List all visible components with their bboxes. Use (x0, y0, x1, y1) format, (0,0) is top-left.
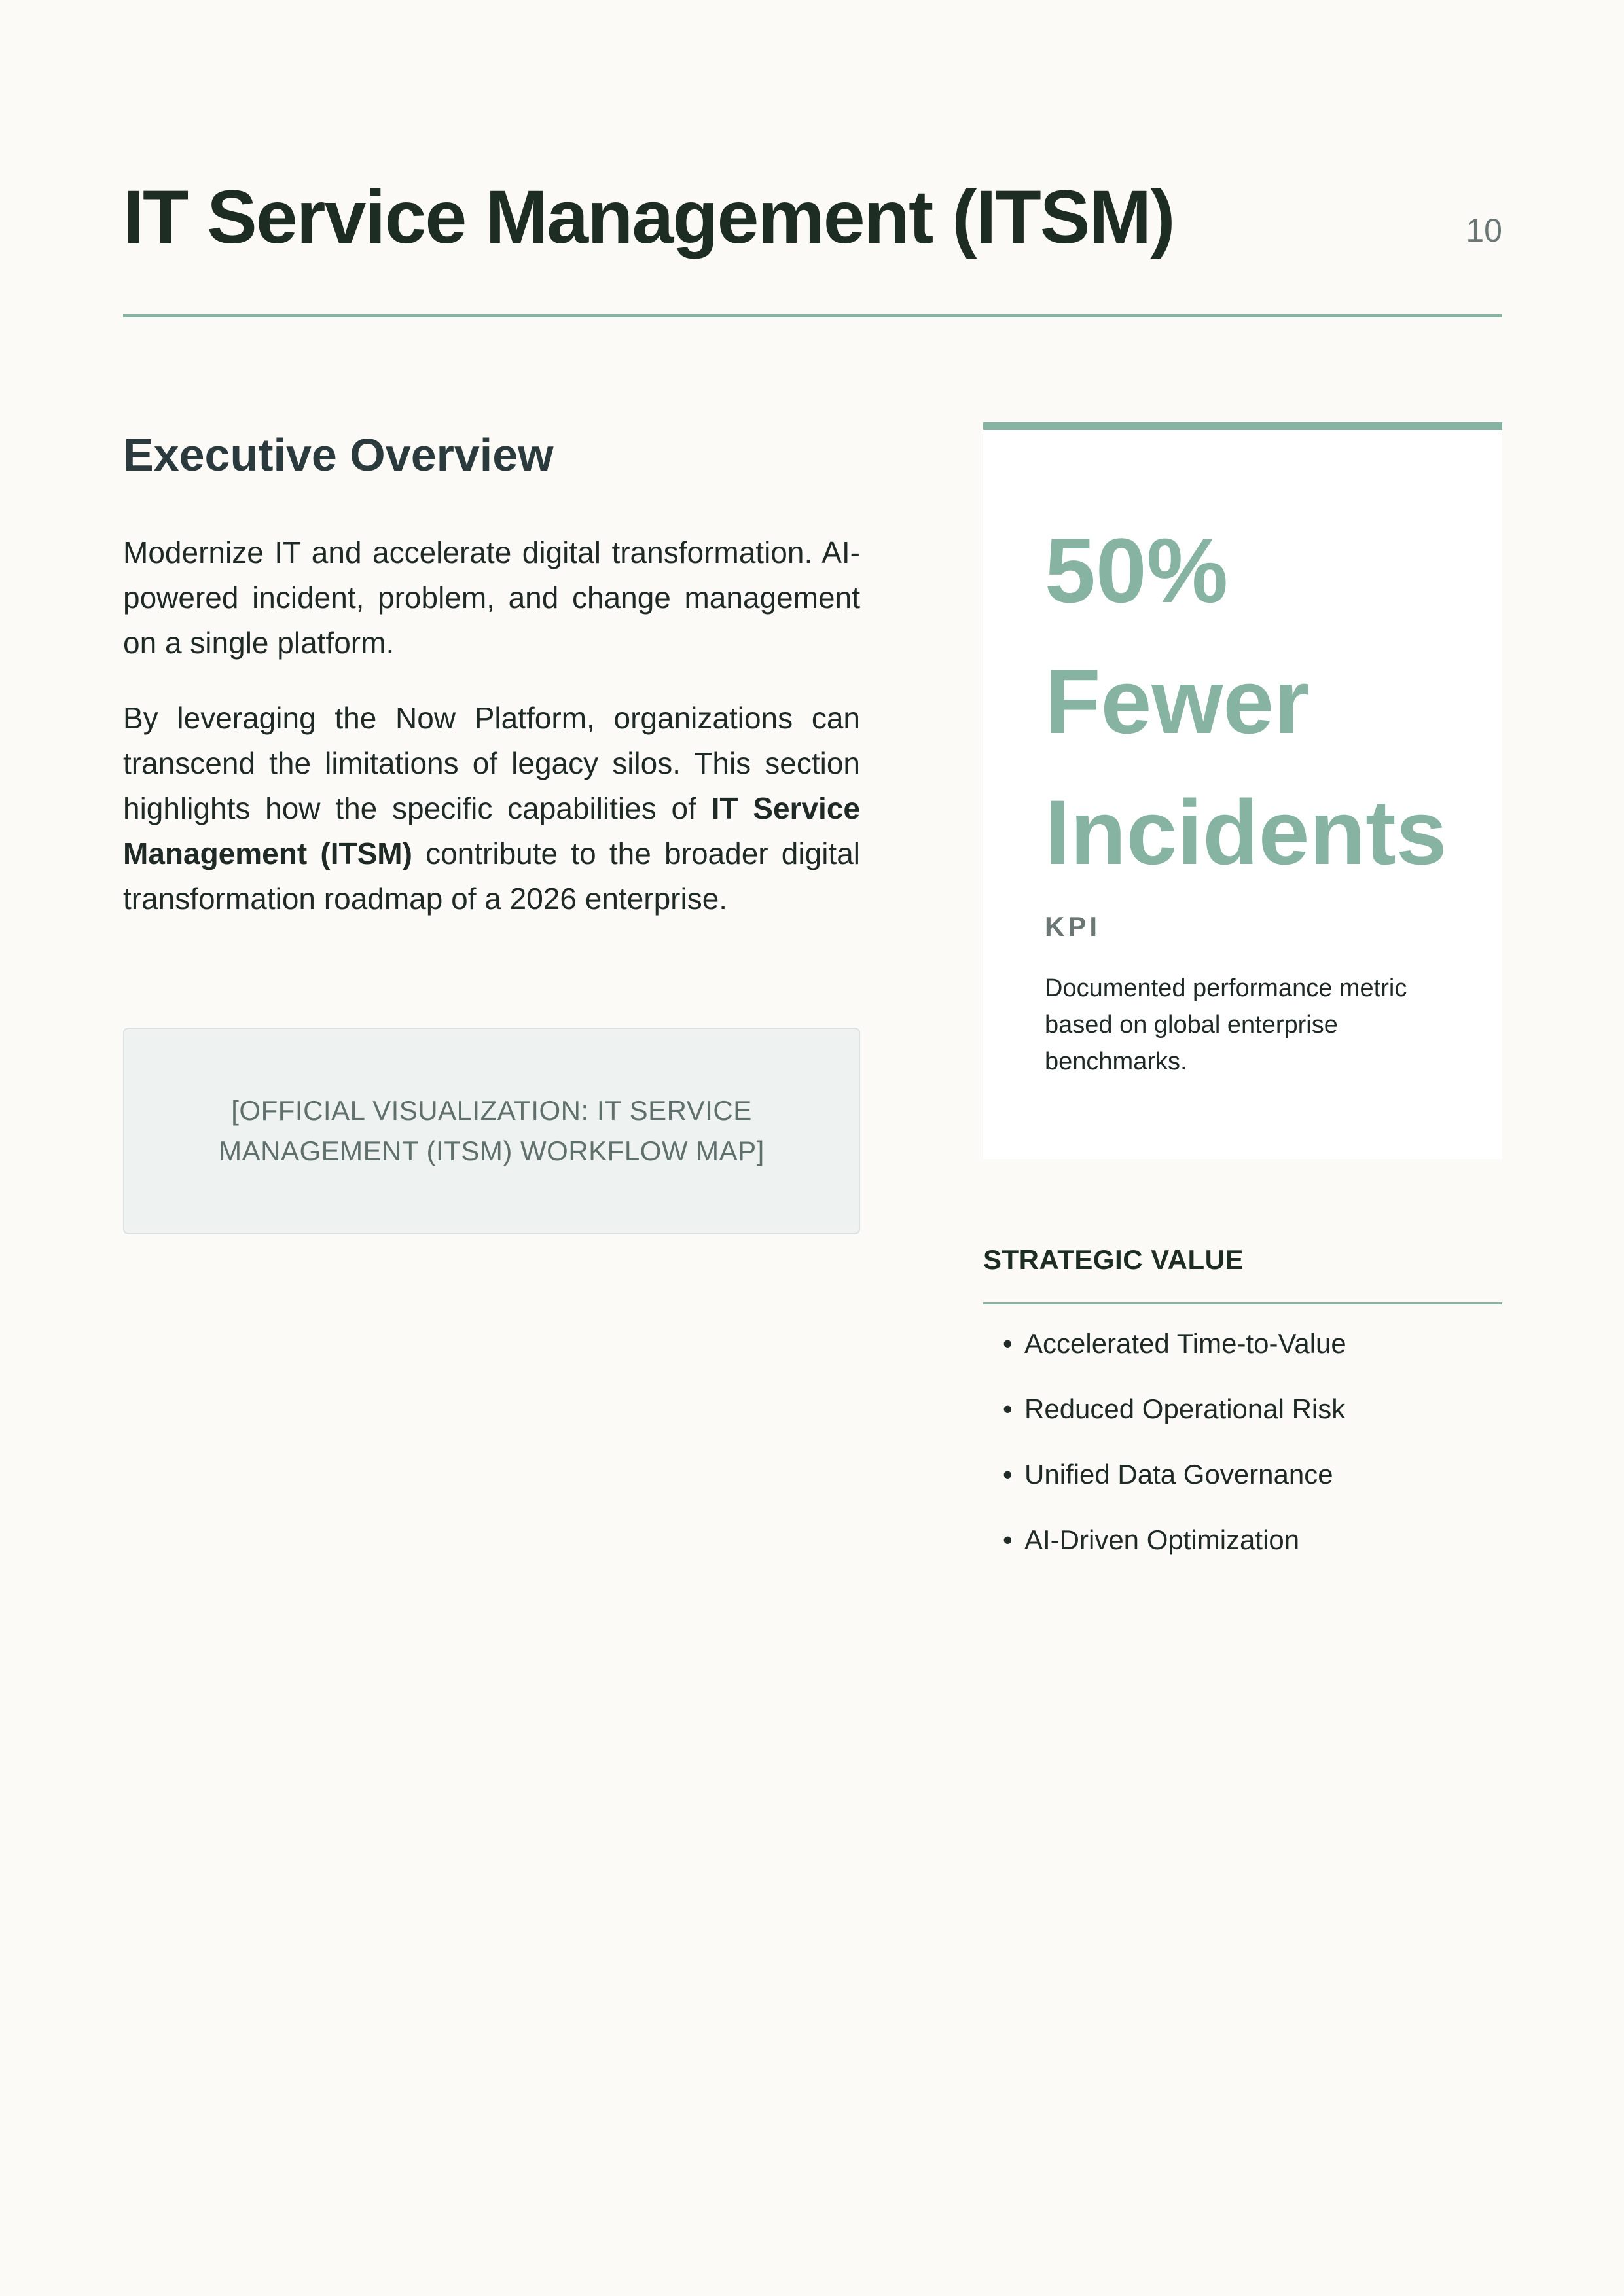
paragraph-2-text-start: By leveraging the Now Platform, organizations can transcend the limitations of legacy silos. This section highlights how the specific capabilities of (123, 701, 860, 825)
kpi-value: 50% Fewer Incidents (1045, 519, 1447, 884)
list-item (983, 1390, 1502, 1429)
overview-paragraph-1: Modernize IT and accelerate digital transformation. AI-powered incident, problem, and change management on a single platform. (123, 535, 860, 660)
list-item-text: Accelerated Time-to-Value (1024, 1328, 1346, 1359)
paragraph-2-bold-term: IT Service Management (ITSM) (123, 791, 860, 870)
overview-paragraph-2 (123, 696, 860, 922)
page-title: IT Service Management (ITSM) (123, 175, 1174, 259)
page-header (123, 171, 1502, 315)
paragraph-2-text-end: contribute to the broader digital transformation roadmap of a 2026 enterprise. (123, 836, 860, 916)
header-divider (123, 314, 1502, 317)
strategic-value-section (983, 1240, 1502, 1586)
strategic-value-heading: STRATEGIC VALUE (983, 1244, 1244, 1275)
page-number: 10 (1466, 212, 1502, 249)
strategic-value-divider (983, 1302, 1502, 1304)
kpi-description: Documented performance metric based on global enterprise benchmarks. (1045, 975, 1407, 1075)
list-item-text: Reduced Operational Risk (1024, 1393, 1346, 1424)
bullet-icon: • (1003, 1393, 1013, 1424)
kpi-label: KPI (1045, 911, 1101, 942)
kpi-card (983, 422, 1502, 1159)
list-item (983, 1455, 1502, 1494)
bullet-icon: • (1003, 1328, 1013, 1359)
overview-section (123, 419, 860, 1166)
list-item-text: Unified Data Governance (1024, 1459, 1333, 1490)
strategic-value-list (983, 1324, 1502, 1560)
section-heading: Executive Overview (123, 429, 554, 480)
visualization-placeholder (123, 1028, 860, 1234)
bullet-icon: • (1003, 1524, 1013, 1555)
list-item (983, 1520, 1502, 1560)
visualization-label: [OFFICIAL VISUALIZATION: IT SERVICE MANAGEMENT (ITSM) WORKFLOW MAP] (219, 1095, 765, 1166)
bullet-icon: • (1003, 1459, 1013, 1490)
list-item (983, 1324, 1502, 1363)
document-page (123, 0, 1502, 2296)
list-item-text: AI-Driven Optimization (1024, 1524, 1300, 1555)
